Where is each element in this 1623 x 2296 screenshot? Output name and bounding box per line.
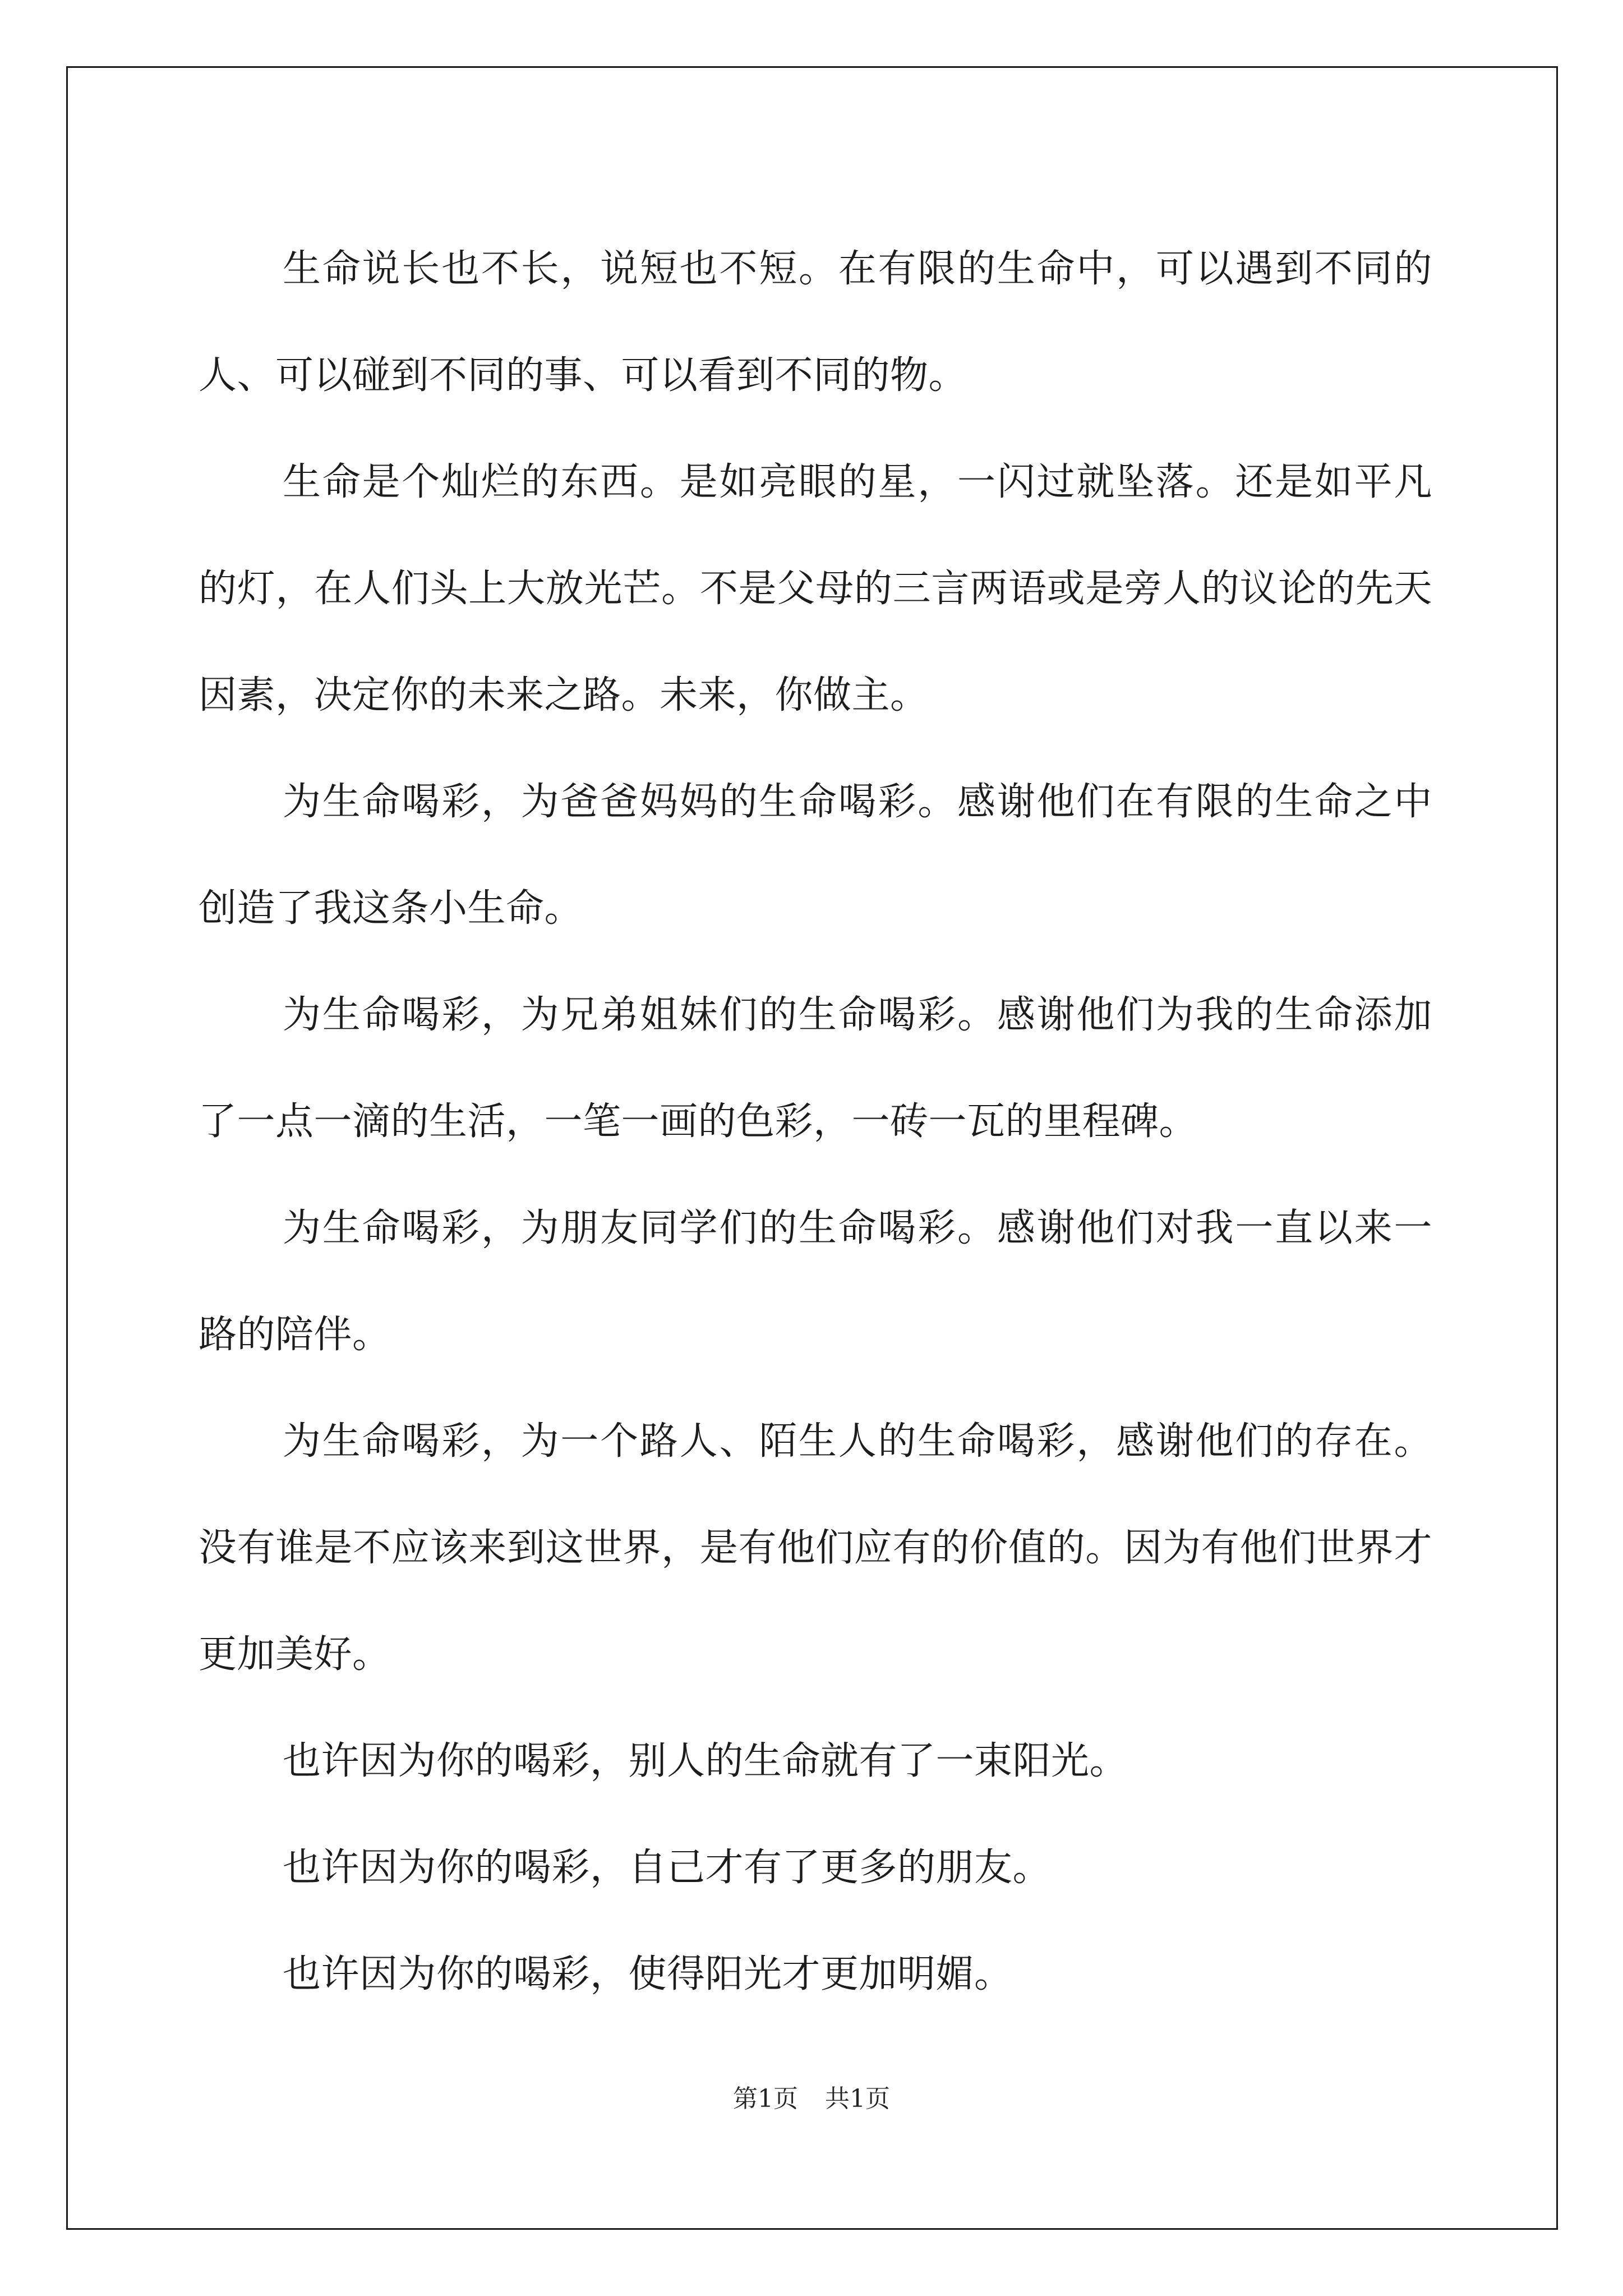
paragraph-7: 也许因为你的喝彩，别人的生命就有了一束阳光。 — [283, 1739, 1128, 1783]
paragraph-8: 也许因为你的喝彩，自己才有了更多的朋友。 — [283, 1846, 1052, 1890]
page-number: 第1页 — [733, 2085, 798, 2113]
paragraph-2: 生命是个灿烂的东西。是如亮眼的星，一闪过就坠落。还是如平凡的灯，在人们头上大放光芒。不是父母的三言两语或是旁人的议论的先天因素，决定你的未来之路。未来，你做主。 — [199, 460, 1432, 717]
paragraph-9: 也许因为你的喝彩，使得阳光才更加明媚。 — [283, 1952, 1013, 1996]
paragraph-4: 为生命喝彩，为兄弟姐妹们的生命喝彩。感谢他们为我的生命添加了一点一滴的生活，一笔一画的色彩，一砖一瓦的里程碑。 — [199, 993, 1432, 1144]
document-body — [199, 216, 1432, 2028]
page-footer — [0, 2078, 1623, 2114]
paragraph-1: 生命说长也不长，说短也不短。在有限的生命中，可以遇到不同的人、可以碰到不同的事、可以看到不同的物。 — [199, 247, 1432, 398]
paragraph-6: 为生命喝彩，为一个路人、陌生人的生命喝彩，感谢他们的存在。没有谁是不应该来到这世界，是有他们应有的价值的。因为有他们世界才更加美好。 — [199, 1419, 1432, 1677]
paragraph-3: 为生命喝彩，为爸爸妈妈的生命喝彩。感谢他们在有限的生命之中创造了我这条小生命。 — [199, 780, 1432, 931]
page-total: 共1页 — [825, 2085, 890, 2113]
paragraph-5: 为生命喝彩，为朋友同学们的生命喝彩。感谢他们对我一直以来一路的陪伴。 — [199, 1206, 1432, 1357]
